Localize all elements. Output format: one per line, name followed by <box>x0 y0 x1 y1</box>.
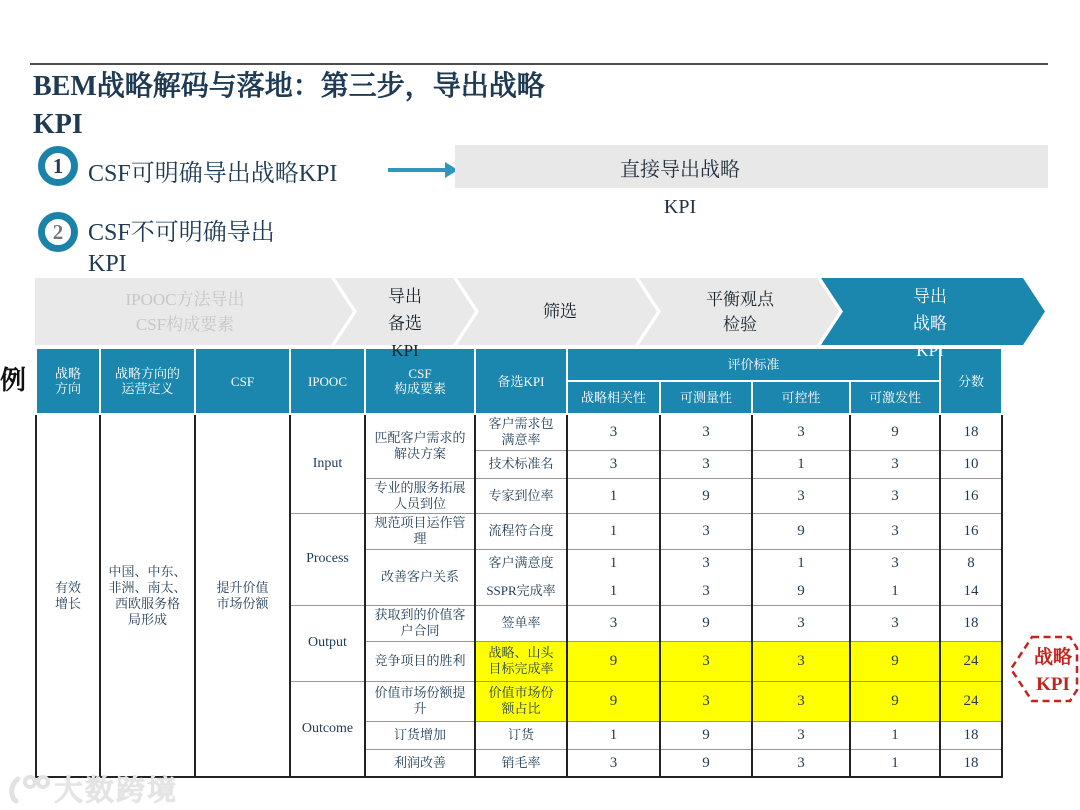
element-cell: 竞争项目的胜利 <box>365 641 475 681</box>
total-cell: 18 <box>940 749 1002 777</box>
kpi-table-container <box>35 347 1003 778</box>
page-title-line1: BEM战略解码与落地：第三步，导出战略 <box>33 71 545 102</box>
ipooc-cell: Input <box>290 414 365 513</box>
arrow-right-icon <box>388 168 446 172</box>
score-cell: 3 <box>752 414 850 450</box>
score-cell: 3 <box>660 641 752 681</box>
score-cell: 1 <box>567 513 660 549</box>
kpi-cell: 签单率 <box>475 605 567 641</box>
header-kpi: 备选KPI <box>475 348 567 414</box>
score-cell: 9 <box>850 681 940 721</box>
step2-number: 2 <box>52 219 64 244</box>
total-cell: 24 <box>940 641 1002 681</box>
process-step-4-label: 平衡观点 检验 <box>706 290 774 334</box>
header-evaluation: 评价标准 <box>567 348 940 381</box>
header-criterion: 战略相关性 <box>567 381 660 414</box>
element-cell: 改善客户关系 <box>365 549 475 605</box>
score-cell: 3 <box>752 749 850 777</box>
example-label: 例 <box>0 365 27 395</box>
total-cell: 16 <box>940 513 1002 549</box>
element-cell: 利润改善 <box>365 749 475 777</box>
score-cell: 3 <box>752 605 850 641</box>
score-cell: 3 <box>752 478 850 513</box>
process-step-3-label: 筛选 <box>543 302 577 321</box>
element-cell: 价值市场份额提 升 <box>365 681 475 721</box>
step1-number: 1 <box>52 153 64 178</box>
score-cell: 3 <box>752 721 850 749</box>
element-cell: 专业的服务拓展 人员到位 <box>365 478 475 513</box>
score-cell: 1 <box>850 577 940 605</box>
top-divider <box>30 63 1048 65</box>
callout-line1: 战略 <box>1033 647 1073 668</box>
total-cell: 18 <box>940 414 1002 450</box>
total-cell: 24 <box>940 681 1002 721</box>
step2-text-line2: KPI <box>88 251 127 277</box>
step2-text-line1: CSF不可明确导出 <box>88 220 275 246</box>
process-step-5-label: 导出 战略 KPI <box>913 287 947 360</box>
kpi-cell: 技术标准名 <box>475 450 567 478</box>
score-cell: 9 <box>660 749 752 777</box>
csf-cell: 提升价值 市场份额 <box>195 414 290 777</box>
score-cell: 1 <box>850 749 940 777</box>
watermark-text: 大数跨境 <box>54 775 179 807</box>
watermark-logo-icon <box>6 773 50 805</box>
score-cell: 9 <box>850 414 940 450</box>
ipooc-cell: Outcome <box>290 681 365 777</box>
kpi-cell: 价值市场份 额占比 <box>475 681 567 721</box>
score-cell: 3 <box>567 605 660 641</box>
score-cell: 9 <box>850 641 940 681</box>
kpi-table <box>35 347 1003 778</box>
page-title <box>33 68 793 144</box>
kpi-cell: 客户满意度 <box>475 549 567 577</box>
score-cell: 1 <box>850 721 940 749</box>
total-cell: 8 <box>940 549 1002 577</box>
total-cell: 14 <box>940 577 1002 605</box>
ipooc-cell: Output <box>290 605 365 681</box>
score-cell: 3 <box>567 414 660 450</box>
score-cell: 9 <box>567 681 660 721</box>
direct-result-line1: 直接导出战略 <box>620 159 740 181</box>
element-cell: 规范项目运作管 理 <box>365 513 475 549</box>
direct-result-line2: KPI <box>663 196 697 218</box>
score-cell: 3 <box>660 549 752 577</box>
score-cell: 3 <box>850 605 940 641</box>
score-cell: 3 <box>567 450 660 478</box>
total-cell: 10 <box>940 450 1002 478</box>
score-cell: 9 <box>567 641 660 681</box>
score-cell: 3 <box>660 681 752 721</box>
score-cell: 3 <box>850 450 940 478</box>
kpi-cell: 客户需求包 满意率 <box>475 414 567 450</box>
score-cell: 3 <box>660 414 752 450</box>
score-cell: 9 <box>660 721 752 749</box>
element-cell: 订货增加 <box>365 721 475 749</box>
score-cell: 3 <box>850 478 940 513</box>
kpi-cell: SSPR完成率 <box>475 577 567 605</box>
step1-circle-icon <box>38 146 78 186</box>
element-cell: 匹配客户需求的 解决方案 <box>365 414 475 478</box>
header-csf: CSF <box>195 348 290 414</box>
step1-text: CSF可明确导出战略KPI <box>88 161 338 187</box>
total-cell: 18 <box>940 605 1002 641</box>
score-cell: 1 <box>567 549 660 577</box>
score-cell: 1 <box>567 721 660 749</box>
total-cell: 16 <box>940 478 1002 513</box>
total-cell: 18 <box>940 721 1002 749</box>
score-cell: 3 <box>660 513 752 549</box>
score-cell: 9 <box>752 577 850 605</box>
score-cell: 3 <box>850 549 940 577</box>
page-title-line2: KPI <box>33 109 83 140</box>
element-cell: 获取到的价值客 户合同 <box>365 605 475 641</box>
direct-result-text <box>455 152 905 226</box>
kpi-cell: 流程符合度 <box>475 513 567 549</box>
step2-text <box>88 218 275 280</box>
score-cell: 3 <box>567 749 660 777</box>
score-cell: 1 <box>752 549 850 577</box>
ipooc-cell: Process <box>290 513 365 605</box>
callout-line2: KPI <box>1036 674 1070 695</box>
header-element: CSF 构成要素 <box>365 348 475 414</box>
score-cell: 9 <box>660 605 752 641</box>
kpi-cell: 战略、山头 目标完成率 <box>475 641 567 681</box>
kpi-cell: 专家到位率 <box>475 478 567 513</box>
score-cell: 1 <box>752 450 850 478</box>
header-ipooc: IPOOC <box>290 348 365 414</box>
header-criterion: 可控性 <box>752 381 850 414</box>
process-bar <box>35 278 1045 360</box>
header-definition: 战略方向的 运营定义 <box>100 348 195 414</box>
table-row <box>36 414 1002 450</box>
header-criterion: 可测量性 <box>660 381 752 414</box>
step2-circle-icon <box>38 212 78 252</box>
kpi-cell: 销毛率 <box>475 749 567 777</box>
score-cell: 3 <box>660 577 752 605</box>
score-cell: 9 <box>660 478 752 513</box>
watermark <box>6 768 178 809</box>
score-cell: 3 <box>752 681 850 721</box>
process-step-1-label: IPOOC方法导出 CSF构成要素 <box>125 290 245 334</box>
process-step-2-label: 导出 备选 KPI <box>388 287 422 360</box>
score-cell: 9 <box>752 513 850 549</box>
definition-cell: 中国、中东、 非洲、南太、 西欧服务格 局形成 <box>100 414 195 777</box>
header-criterion: 可激发性 <box>850 381 940 414</box>
kpi-cell: 订货 <box>475 721 567 749</box>
score-cell: 3 <box>850 513 940 549</box>
direction-cell: 有效 增长 <box>36 414 100 777</box>
score-cell: 3 <box>660 450 752 478</box>
score-cell: 1 <box>567 577 660 605</box>
score-cell: 1 <box>567 478 660 513</box>
strategic-kpi-callout <box>1008 634 1080 704</box>
score-cell: 3 <box>752 641 850 681</box>
header-direction: 战略 方向 <box>36 348 100 414</box>
header-score: 分数 <box>940 348 1002 414</box>
